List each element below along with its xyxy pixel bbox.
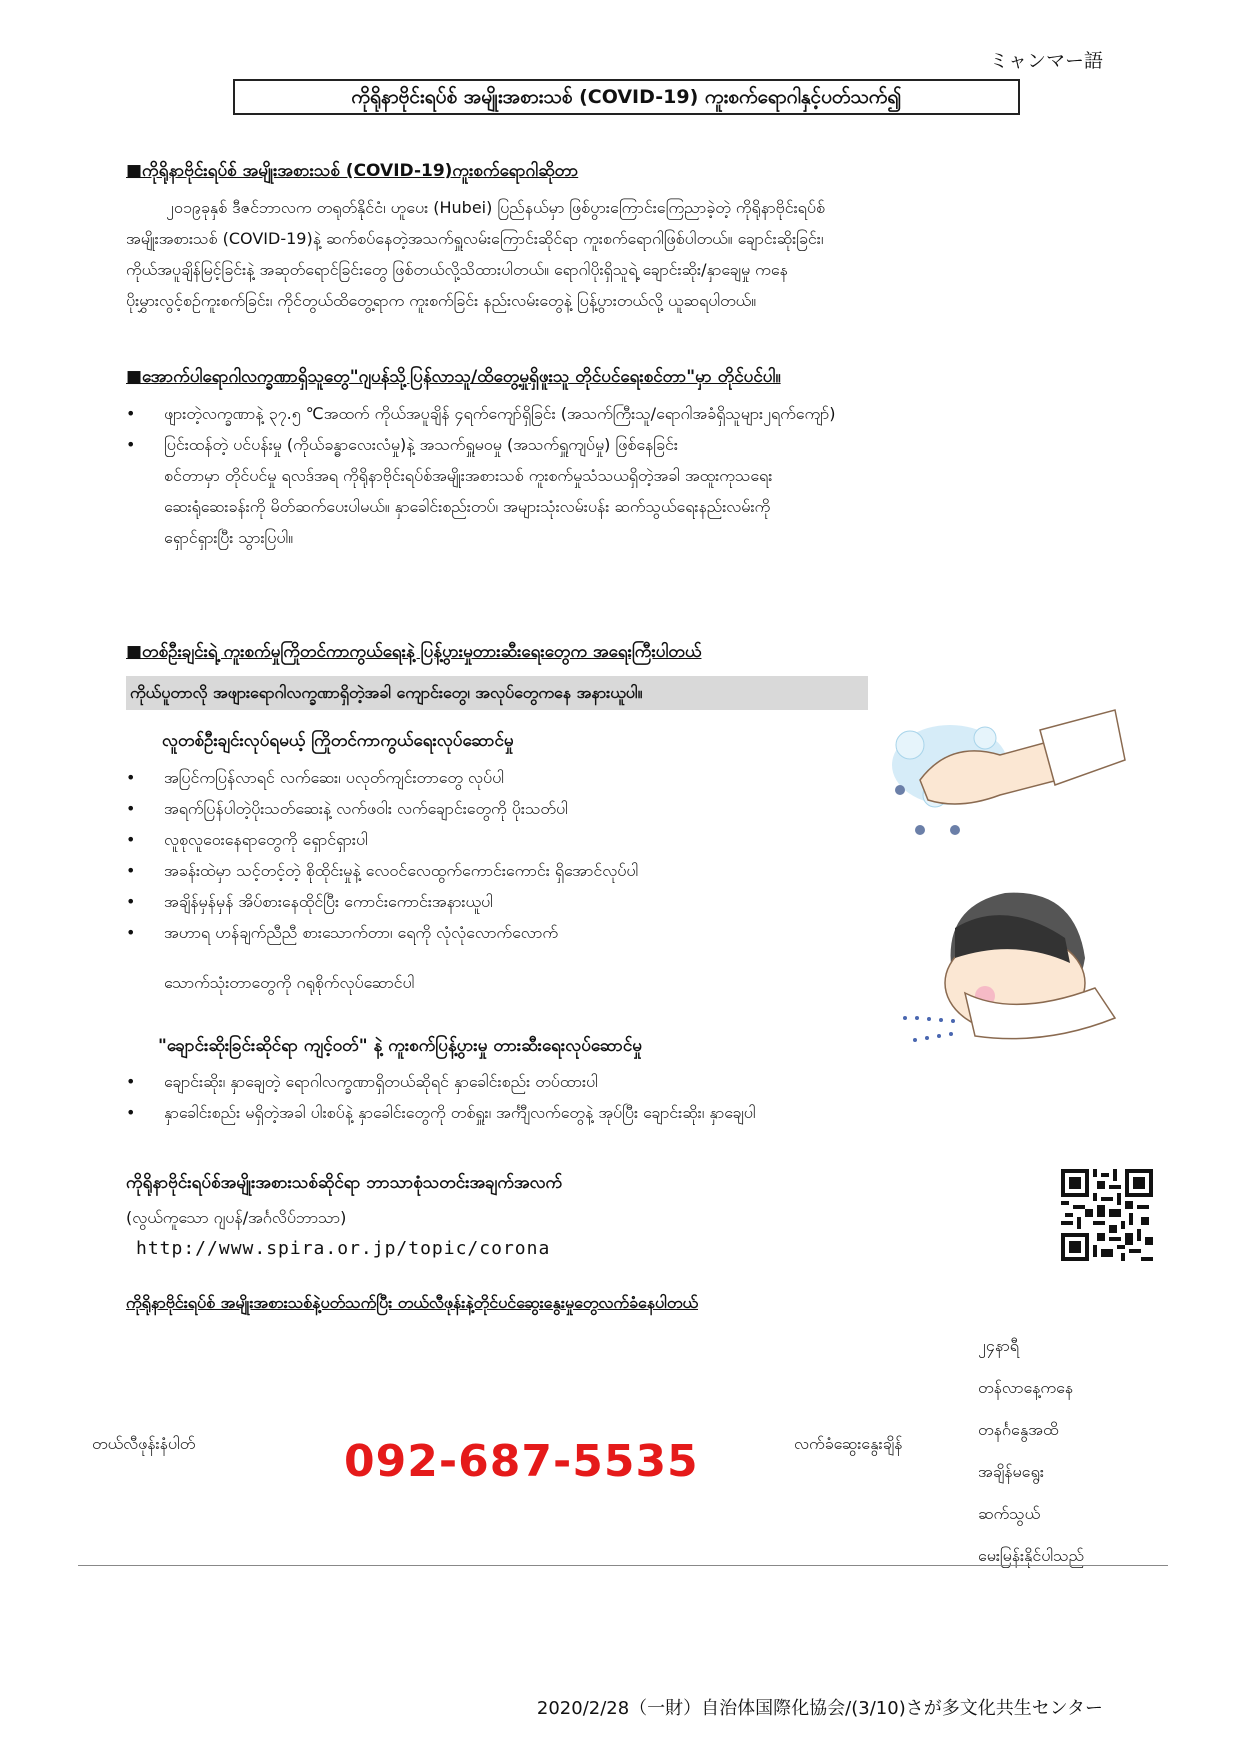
language-tag: ミャンマー語 xyxy=(989,50,1103,72)
paragraph-line: အမျိုးအစားသစ် (COVID-19)နဲ့ ဆက်စပ်နေတဲ့အသက်ရှူလမ်းကြောင်းဆိုင်ရာ ကူးစက်ရောဂါဖြစ်ပါတယ်။ ချောင်းဆိုးခြင်း၊ xyxy=(126,229,824,248)
phone-label: တယ်လီဖုန်းနံပါတ် xyxy=(92,1434,196,1453)
paragraph-line: ၂၀၁၉ခုနှစ် ဒီဇင်ဘာလက တရုတ်နိုင်ငံ၊ ဟူပေး (Hubei) ပြည်နယ်မှာ ဖြစ်ပွားကြောင်းကြေညာခဲ့တဲ့ ကိုရိုနာဗိုင်းရပ်စ် xyxy=(166,198,825,217)
list-item: • ဖျားတဲ့လက္ခဏာနဲ့ ၃၇.၅ ℃အထက် ကိုယ်အပူချိန် ၄ရက်ကျော်ရှိခြင်း (အသက်ကြီးသူ/ရောဂါအခံရှိသူများ၂ရက်ကျော်) xyxy=(126,398,1126,429)
info-url-link[interactable]: http://www.spira.or.jp/topic/corona xyxy=(136,1238,551,1259)
hours-line: မေးမြန်းနိုင်ပါသည် xyxy=(978,1546,1085,1565)
list-item: • အချိန်မှန်မှန် အိပ်စားနေထိုင်ပြီး ကောင်းကောင်းအနားယူပါ xyxy=(126,886,926,917)
page-title: ကိုရိုနာဗိုင်းရပ်စ် အမျိုးအစားသစ် (COVID-19) ကူးစက်ရောဂါနှင့်ပတ်သက်၍ xyxy=(233,79,1020,115)
paragraph-line: ဆေးရုံဆေးခန်းကို မိတ်ဆက်ပေးပါမယ်။ နှာခေါင်းစည်းတပ်၊ အများသုံးလမ်းပန်း ဆက်သွယ်ရေးနည်းလမ်းကို xyxy=(164,497,771,516)
list-item: • နှာခေါင်းစည်း မရှိတဲ့အခါ ပါးစပ်နဲ့ နှာခေါင်းတွေကို တစ်ရှူး၊ အင်္ကျီလက်တွေနဲ့ အုပ်ပြီး ချောင်းဆိုး၊ နှာချေပါ xyxy=(126,1097,1106,1128)
hours-line: တနင်္ဂနွေအထိ xyxy=(978,1420,1059,1439)
prevention-title: လူတစ်ဦးချင်းလုပ်ရမယ့် ကြိုတင်ကာကွယ်ရေးလုပ်ဆောင်မှု xyxy=(162,731,514,751)
about-paragraph xyxy=(126,192,1116,316)
qr-code[interactable] xyxy=(1061,1169,1153,1261)
paragraph-line: စင်တာမှာ တိုင်ပင်မှု ရလဒ်အရ ကိုရိုနာဗိုင်းရပ်စ်အမျိုးအစားသစ် ကူးစက်မှုသံသယရှိတဲ့အခါ အထူးကုသရေး xyxy=(164,466,773,485)
list-item: • ပြင်းထန်တဲ့ ပင်ပန်းမှု (ကိုယ်ခန္ဓာလေးလံမှု)နဲ့ အသက်ရှူမဝမှု (အသက်ရှူကျပ်မှု) ဖြစ်နေခြင်း xyxy=(126,429,1126,460)
section-heading-consult-symptoms: ■အောက်ပါရောဂါလက္ခဏာရှိသူတွေ"ဂျပန်သို့ပြန်လာသူ/ထိတွေ့မှုရှိဖူးသူ တိုင်ပင်ရေးစင်တာ"မှာ တိုင်ပင်ပါ။ xyxy=(126,367,781,387)
etiquette-title: "ချောင်းဆိုးခြင်းဆိုင်ရာ ကျင့်ဝတ်" နဲ့ ကူးစက်ပြန့်ပွားမှု တားဆီးရေးလုပ်ဆောင်မှု xyxy=(158,1036,643,1056)
phone-number[interactable]: 092-687-5535 xyxy=(344,1436,699,1487)
rest-notice-bar: ကိုယ်ပူတာလို အဖျားရောဂါလက္ခဏာရှိတဲ့အခါ ကျောင်းတွေ၊ အလုပ်တွေကနေ အနားယူပါ။ xyxy=(126,676,868,710)
consult-heading: ကိုရိုနာဗိုင်းရပ်စ် အမျိုးအစားသစ်နဲ့ပတ်သက်ပြီး တယ်လီဖုန်းနဲ့တိုင်ပင်ဆွေးနွေးမှုတွေလက်ခံနေပါတယ် xyxy=(126,1293,699,1312)
list-item: • အရက်ပြန်ပါတဲ့ပိုးသတ်ဆေးနဲ့ လက်ဖဝါး လက်ချောင်းတွေကို ပိုးသတ်ပါ xyxy=(126,793,926,824)
hours-details xyxy=(978,1325,1084,1577)
list-item: • ချောင်းဆိုး၊ နှာချေတဲ့ ရောဂါလက္ခဏာရှိတယ်ဆိုရင် နှာခေါင်းစည်း တပ်ထားပါ xyxy=(126,1066,1106,1097)
etiquette-list xyxy=(126,1066,1106,1128)
list-item: • အပြင်ကပြန်လာရင် လက်ဆေး၊ ပလုတ်ကျင်းတာတွေ လုပ်ပါ xyxy=(126,762,926,793)
footer-credit: 2020/2/28（一財）自治体国際化協会/(3/10)さが多文化共生センター xyxy=(536,1698,1103,1719)
info-subtitle: (လွယ်ကူသော ဂျပန်/အင်္ဂလိပ်ဘာသာ) xyxy=(126,1208,347,1227)
paragraph-line: ရှောင်ရှားပြီး သွားပြပါ။ xyxy=(164,528,294,547)
list-item-continuation: သောက်သုံးတာတွေကို ဂရုစိုက်လုပ်ဆောင်ပါ xyxy=(164,973,415,992)
section-heading-prevention: ■တစ်ဦးချင်းရဲ့ ကူးစက်မှုကြိုတင်ကာကွယ်ရေးနဲ့ ပြန့်ပွားမှုတားဆီးရေးတွေက အရေးကြီးပါတယ် xyxy=(126,642,702,662)
info-title: ကိုရိုနာဗိုင်းရပ်စ်အမျိုးအစားသစ်ဆိုင်ရာ ဘာသာစုံသတင်းအချက်အလက် xyxy=(126,1173,563,1193)
symptom-list xyxy=(126,398,1126,460)
list-item: • လူစုလူဝေးနေရာတွေကို ရှောင်ရှားပါ xyxy=(126,824,926,855)
list-item: • အဟာရ ဟန်ချက်ညီညီ စားသောက်တာ၊ ရေကို လုံလုံလောက်လောက် xyxy=(126,917,926,948)
hours-line: အချိန်မရွေး xyxy=(978,1462,1044,1481)
paragraph-line: ပိုးမွှားလွင့်စဉ်ကူးစက်ခြင်း၊ ကိုင်တွယ်ထိတွေ့ရာက ကူးစက်ခြင်း နည်းလမ်းတွေနဲ့ ပြန့်ပွားတယ်လို့ ယူဆရပါတယ်။ xyxy=(126,291,757,310)
paragraph-line: ကိုယ်အပူချိန်မြင့်ခြင်းနဲ့ အဆုတ်ရောင်ခြင်းတွေ ဖြစ်တယ်လို့သိထားပါတယ်။ ရောဂါပိုးရှိသူရဲ့ ချောင်းဆိုး/နှာချေမှု ကနေ xyxy=(126,260,788,279)
divider xyxy=(78,1565,1168,1566)
hours-line: ဆက်သွယ် xyxy=(978,1504,1041,1523)
center-note xyxy=(164,460,1114,553)
coughing-child-illustration xyxy=(895,868,1125,1048)
hours-label: လက်ခံဆွေးနွေးချိန် xyxy=(794,1434,903,1453)
hours-line: ၂၄နာရီ xyxy=(978,1336,1019,1355)
handwashing-illustration xyxy=(880,700,1130,850)
section-heading-about: ■ကိုရိုနာဗိုင်းရပ်စ် အမျိုးအစားသစ် (COVID-19)ကူးစက်ရောဂါဆိုတာ xyxy=(126,161,579,181)
prevention-list xyxy=(126,762,926,948)
hours-line: တန်လာနေ့ကနေ xyxy=(978,1378,1074,1397)
list-item: • အခန်းထဲမှာ သင့်တင့်တဲ့ စိုထိုင်းမှုနဲ့ လေဝင်လေထွက်ကောင်းကောင်း ရှိအောင်လုပ်ပါ xyxy=(126,855,926,886)
